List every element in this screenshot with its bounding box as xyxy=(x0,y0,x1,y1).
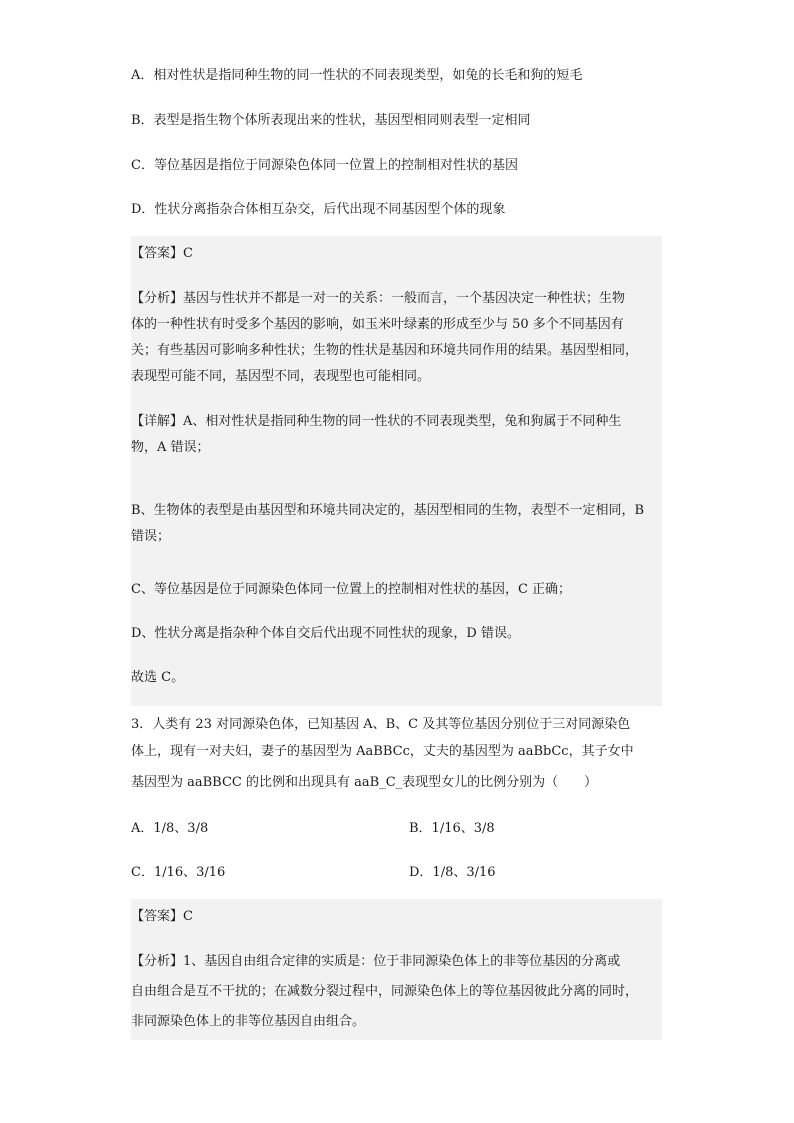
q2-detail-d: D、性状分离是指杂种个体自交后代出现不同性状的现象，D 错误。 xyxy=(131,626,520,641)
q3-stem-line-1: 3．人类有 23 对同源染色体，已知基因 A、B、C 及其等位基因分别位于三对同源染色 xyxy=(131,717,631,732)
q2-analysis-line-3: 关；有些基因可影响多种性状；生物的性状是基因和环境共同作用的结果。基因型相同， xyxy=(131,343,639,358)
q2-detail-line-1: 【详解】A、相对性状是指同种生物的同一性状的不同表现类型，兔和狗属于不同种生 xyxy=(131,414,622,429)
q2-detail-b-line-2: 错误； xyxy=(131,529,171,544)
q2-option-c: C．等位基因是指位于同源染色体同一位置上的控制相对性状的基因 xyxy=(131,158,518,173)
q2-answer: 【答案】C xyxy=(131,246,193,261)
q2-analysis-line-2: 体的一种性状有时受多个基因的影响，如玉米叶绿素的形成至少与 50 多个不同基因有 xyxy=(131,317,624,332)
q2-detail-c: C、等位基因是位于同源染色体同一位置上的控制相对性状的基因，C 正确； xyxy=(131,582,572,597)
q3-analysis-line-3: 非同源染色体上的非等位基因自由组合。 xyxy=(131,1014,366,1029)
q2-solution-block xyxy=(131,236,662,706)
q2-analysis-line-1: 【分析】基因与性状并不都是一对一的关系：一般而言，一个基因决定一种性状；生物 xyxy=(131,291,626,306)
q3-option-c: C．1/16、3/16 xyxy=(131,865,226,880)
q3-stem-line-2: 体上，现有一对夫妇，妻子的基因型为 AaBBCc，丈夫的基因型为 aaBbCc，其子女中 xyxy=(131,744,634,759)
q2-option-b: B．表型是指生物个体所表现出来的性状，基因型相同则表型一定相同 xyxy=(131,113,531,128)
q3-solution-block xyxy=(131,899,662,1040)
q2-analysis-line-4: 表现型可能不同，基因型不同，表现型也可能相同。 xyxy=(131,369,431,384)
q3-option-d: D．1/8、3/16 xyxy=(409,865,496,880)
q3-option-a: A．1/8、3/8 xyxy=(131,821,209,836)
q3-answer: 【答案】C xyxy=(131,909,193,924)
q3-stem-line-3: 基因型为 aaBBCC 的比例和出现具有 aaB_C_表现型女儿的比例分别为（ ） xyxy=(131,775,598,790)
q2-option-a: A．相对性状是指同种生物的同一性状的不同表现类型，如兔的长毛和狗的短毛 xyxy=(131,68,583,83)
q2-detail-line-2: 物，A 错误； xyxy=(131,440,210,455)
q3-option-b: B．1/16、3/8 xyxy=(409,821,495,836)
q3-analysis-line-2: 自由组合是互不干扰的；在减数分裂过程中，同源染色体上的等位基因彼此分离的同时， xyxy=(131,984,639,999)
q3-analysis-line-1: 【分析】1、基因自由组合定律的实质是：位于非同源染色体上的非等位基因的分离或 xyxy=(131,954,621,969)
q2-conclusion: 故选 C。 xyxy=(131,670,185,685)
q2-option-d: D．性状分离指杂合体相互杂交，后代出现不同基因型个体的现象 xyxy=(131,202,506,217)
q2-detail-b-line-1: B、生物体的表型是由基因型和环境共同决定的，基因型相同的生物，表型不一定相同，B xyxy=(131,503,645,518)
